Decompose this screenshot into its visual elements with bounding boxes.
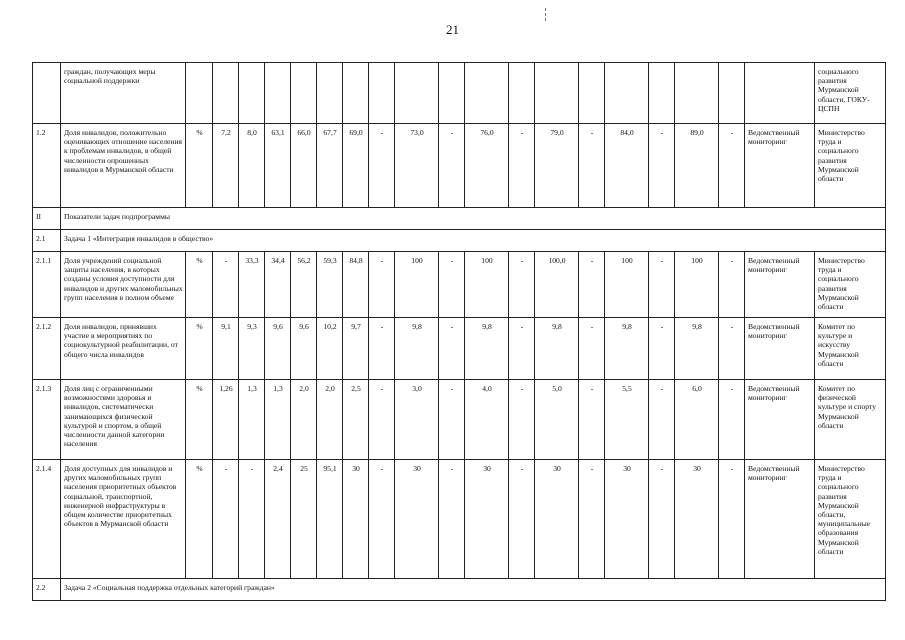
value-cell: 67,7 bbox=[317, 124, 343, 208]
value-cell: - bbox=[239, 460, 265, 579]
value-cell: 1,3 bbox=[239, 380, 265, 460]
value-cell: 100,0 bbox=[535, 252, 579, 318]
value-cell: 30 bbox=[465, 460, 509, 579]
data-source: Ведомственный мониторинг bbox=[745, 380, 815, 460]
table-row bbox=[33, 318, 886, 380]
value-cell: 100 bbox=[605, 252, 649, 318]
value-cell: 30 bbox=[395, 460, 439, 579]
table-row bbox=[33, 63, 886, 124]
value-cell: - bbox=[369, 252, 395, 318]
value-cell: 69,0 bbox=[343, 124, 369, 208]
value-cell: 30 bbox=[343, 460, 369, 579]
value-cell: - bbox=[369, 380, 395, 460]
data-source bbox=[745, 63, 815, 124]
value-cell: 59,3 bbox=[317, 252, 343, 318]
value-cell: - bbox=[649, 380, 675, 460]
value-cell: - bbox=[369, 318, 395, 380]
page-number: 21 bbox=[446, 22, 459, 37]
value-cell: - bbox=[649, 124, 675, 208]
row-number: 2.2 bbox=[33, 579, 61, 601]
data-source: Ведомственный мониторинг bbox=[745, 460, 815, 579]
value-cell: 63,1 bbox=[265, 124, 291, 208]
value-cell: - bbox=[649, 460, 675, 579]
value-cell: 10,2 bbox=[317, 318, 343, 380]
table-row bbox=[33, 252, 886, 318]
value-cell: - bbox=[719, 460, 745, 579]
indicator-name: Доля лиц с ограниченными возможностями здоровья и инвалидов, систематически занимающихся физической культурой и спортом, в общей численности данной категории населения bbox=[61, 380, 186, 460]
value-cell: 5,0 bbox=[535, 380, 579, 460]
value-cell: 9,3 bbox=[239, 318, 265, 380]
value-cell: - bbox=[439, 124, 465, 208]
value-cell: 2,0 bbox=[317, 380, 343, 460]
value-cell bbox=[213, 63, 239, 124]
value-cell: 2,4 bbox=[265, 460, 291, 579]
value-cell: - bbox=[213, 252, 239, 318]
value-cell bbox=[465, 63, 509, 124]
value-cell: - bbox=[439, 318, 465, 380]
responsible-body: Министерство труда и социального развития Мурманской области, муниципальные образования Мурманской области bbox=[815, 460, 886, 579]
value-cell: 9,1 bbox=[213, 318, 239, 380]
value-cell: 76,0 bbox=[465, 124, 509, 208]
value-cell: - bbox=[509, 318, 535, 380]
value-cell: 30 bbox=[675, 460, 719, 579]
value-cell bbox=[317, 63, 343, 124]
indicator-name: Доля инвалидов, принявших участие в мероприятиях по социокультурной реабилитации, от общего числа инвалидов bbox=[61, 318, 186, 380]
value-cell bbox=[291, 63, 317, 124]
value-cell: 66,0 bbox=[291, 124, 317, 208]
row-number bbox=[33, 63, 61, 124]
value-cell: - bbox=[719, 318, 745, 380]
value-cell bbox=[535, 63, 579, 124]
value-cell: 33,3 bbox=[239, 252, 265, 318]
value-cell: - bbox=[509, 252, 535, 318]
responsible-body: Комитет по физической культуре и спорту Мурманской области bbox=[815, 380, 886, 460]
value-cell: 8,0 bbox=[239, 124, 265, 208]
value-cell: - bbox=[579, 380, 605, 460]
value-cell: 4,0 bbox=[465, 380, 509, 460]
indicator-name: граждан, получающих меры социальной поддержки bbox=[61, 63, 186, 124]
indicators-table bbox=[32, 62, 886, 601]
data-source: Ведомственный мониторинг bbox=[745, 318, 815, 380]
value-cell: 6,0 bbox=[675, 380, 719, 460]
value-cell: 89,0 bbox=[675, 124, 719, 208]
value-cell: - bbox=[439, 252, 465, 318]
value-cell: 100 bbox=[675, 252, 719, 318]
value-cell: 84,8 bbox=[343, 252, 369, 318]
value-cell bbox=[439, 63, 465, 124]
value-cell: - bbox=[509, 460, 535, 579]
value-cell: 30 bbox=[535, 460, 579, 579]
value-cell bbox=[719, 63, 745, 124]
row-number: 1.2 bbox=[33, 124, 61, 208]
value-cell bbox=[675, 63, 719, 124]
row-number: II bbox=[33, 208, 61, 230]
section-row bbox=[33, 230, 886, 252]
value-cell bbox=[343, 63, 369, 124]
unit-cell: % bbox=[186, 318, 213, 380]
value-cell: - bbox=[213, 460, 239, 579]
value-cell: 79,0 bbox=[535, 124, 579, 208]
row-number: 2.1.4 bbox=[33, 460, 61, 579]
value-cell: 9,7 bbox=[343, 318, 369, 380]
row-number: 2.1 bbox=[33, 230, 61, 252]
value-cell: - bbox=[579, 252, 605, 318]
row-number: 2.1.3 bbox=[33, 380, 61, 460]
value-cell: - bbox=[719, 380, 745, 460]
value-cell: - bbox=[369, 460, 395, 579]
row-number: 2.1.2 bbox=[33, 318, 61, 380]
responsible-body: Министерство труда и социального развития Мурманской области bbox=[815, 252, 886, 318]
value-cell: 56,2 bbox=[291, 252, 317, 318]
value-cell: 9,8 bbox=[465, 318, 509, 380]
responsible-body: Комитет по культуре и искусству Мурманской области bbox=[815, 318, 886, 380]
value-cell bbox=[649, 63, 675, 124]
value-cell: 100 bbox=[395, 252, 439, 318]
value-cell: - bbox=[509, 124, 535, 208]
table-row bbox=[33, 460, 886, 579]
value-cell: 30 bbox=[605, 460, 649, 579]
value-cell: - bbox=[719, 252, 745, 318]
indicator-name: Доля инвалидов, положительно оценивающих отношение населения к проблемам инвалидов, в общей численности опрошенных инвалидов в Мурманской области bbox=[61, 124, 186, 208]
value-cell: 9,8 bbox=[675, 318, 719, 380]
value-cell: - bbox=[579, 124, 605, 208]
data-source: Ведомственный мониторинг bbox=[745, 124, 815, 208]
value-cell bbox=[509, 63, 535, 124]
value-cell: 9,6 bbox=[291, 318, 317, 380]
value-cell: 95,1 bbox=[317, 460, 343, 579]
value-cell: - bbox=[719, 124, 745, 208]
value-cell: 100 bbox=[465, 252, 509, 318]
unit-cell: % bbox=[186, 124, 213, 208]
value-cell: 34,4 bbox=[265, 252, 291, 318]
value-cell: 9,8 bbox=[535, 318, 579, 380]
value-cell: - bbox=[649, 318, 675, 380]
section-title: Задача 2 «Социальная поддержка отдельных категорий граждан» bbox=[61, 579, 886, 601]
value-cell: 84,0 bbox=[605, 124, 649, 208]
indicator-name: Доля учреждений социальной защиты населения, в которых созданы условия доступности для инвалидов и других маломобильных групп населения в полном объеме bbox=[61, 252, 186, 318]
value-cell: 7,2 bbox=[213, 124, 239, 208]
unit-cell bbox=[186, 63, 213, 124]
value-cell: 1,26 bbox=[213, 380, 239, 460]
value-cell bbox=[579, 63, 605, 124]
table-row bbox=[33, 124, 886, 208]
value-cell: 25 bbox=[291, 460, 317, 579]
value-cell: - bbox=[509, 380, 535, 460]
value-cell: - bbox=[649, 252, 675, 318]
value-cell: 73,0 bbox=[395, 124, 439, 208]
row-number: 2.1.1 bbox=[33, 252, 61, 318]
value-cell: 3,0 bbox=[395, 380, 439, 460]
unit-cell: % bbox=[186, 252, 213, 318]
section-row bbox=[33, 208, 886, 230]
value-cell: 2,5 bbox=[343, 380, 369, 460]
section-title: Показатели задач подпрограммы bbox=[61, 208, 886, 230]
value-cell: 2,0 bbox=[291, 380, 317, 460]
unit-cell: % bbox=[186, 380, 213, 460]
value-cell bbox=[605, 63, 649, 124]
value-cell: - bbox=[579, 318, 605, 380]
value-cell: 1,3 bbox=[265, 380, 291, 460]
responsible-body: Министерство труда и социального развития Мурманской области bbox=[815, 124, 886, 208]
value-cell bbox=[239, 63, 265, 124]
section-row bbox=[33, 579, 886, 601]
data-source: Ведомственный мониторинг bbox=[745, 252, 815, 318]
value-cell: - bbox=[439, 380, 465, 460]
value-cell: - bbox=[579, 460, 605, 579]
responsible-body: социального развития Мурманской области, ГОКУ-ЦСПН bbox=[815, 63, 886, 124]
unit-cell: % bbox=[186, 460, 213, 579]
value-cell: 9,8 bbox=[605, 318, 649, 380]
section-title: Задача 1 «Интеграция инвалидов в общество» bbox=[61, 230, 886, 252]
table-row bbox=[33, 380, 886, 460]
value-cell bbox=[265, 63, 291, 124]
value-cell: - bbox=[369, 124, 395, 208]
value-cell bbox=[395, 63, 439, 124]
scan-mark bbox=[545, 8, 547, 30]
value-cell: - bbox=[439, 460, 465, 579]
value-cell: 9,6 bbox=[265, 318, 291, 380]
value-cell: 5,5 bbox=[605, 380, 649, 460]
value-cell bbox=[369, 63, 395, 124]
value-cell: 9,8 bbox=[395, 318, 439, 380]
indicator-name: Доля доступных для инвалидов и других маломобильных групп населения приоритетных объектов социальной, транспортной, инженерной инфраструктуры в общем количестве приоритетных объектов в Мурманской области bbox=[61, 460, 186, 579]
